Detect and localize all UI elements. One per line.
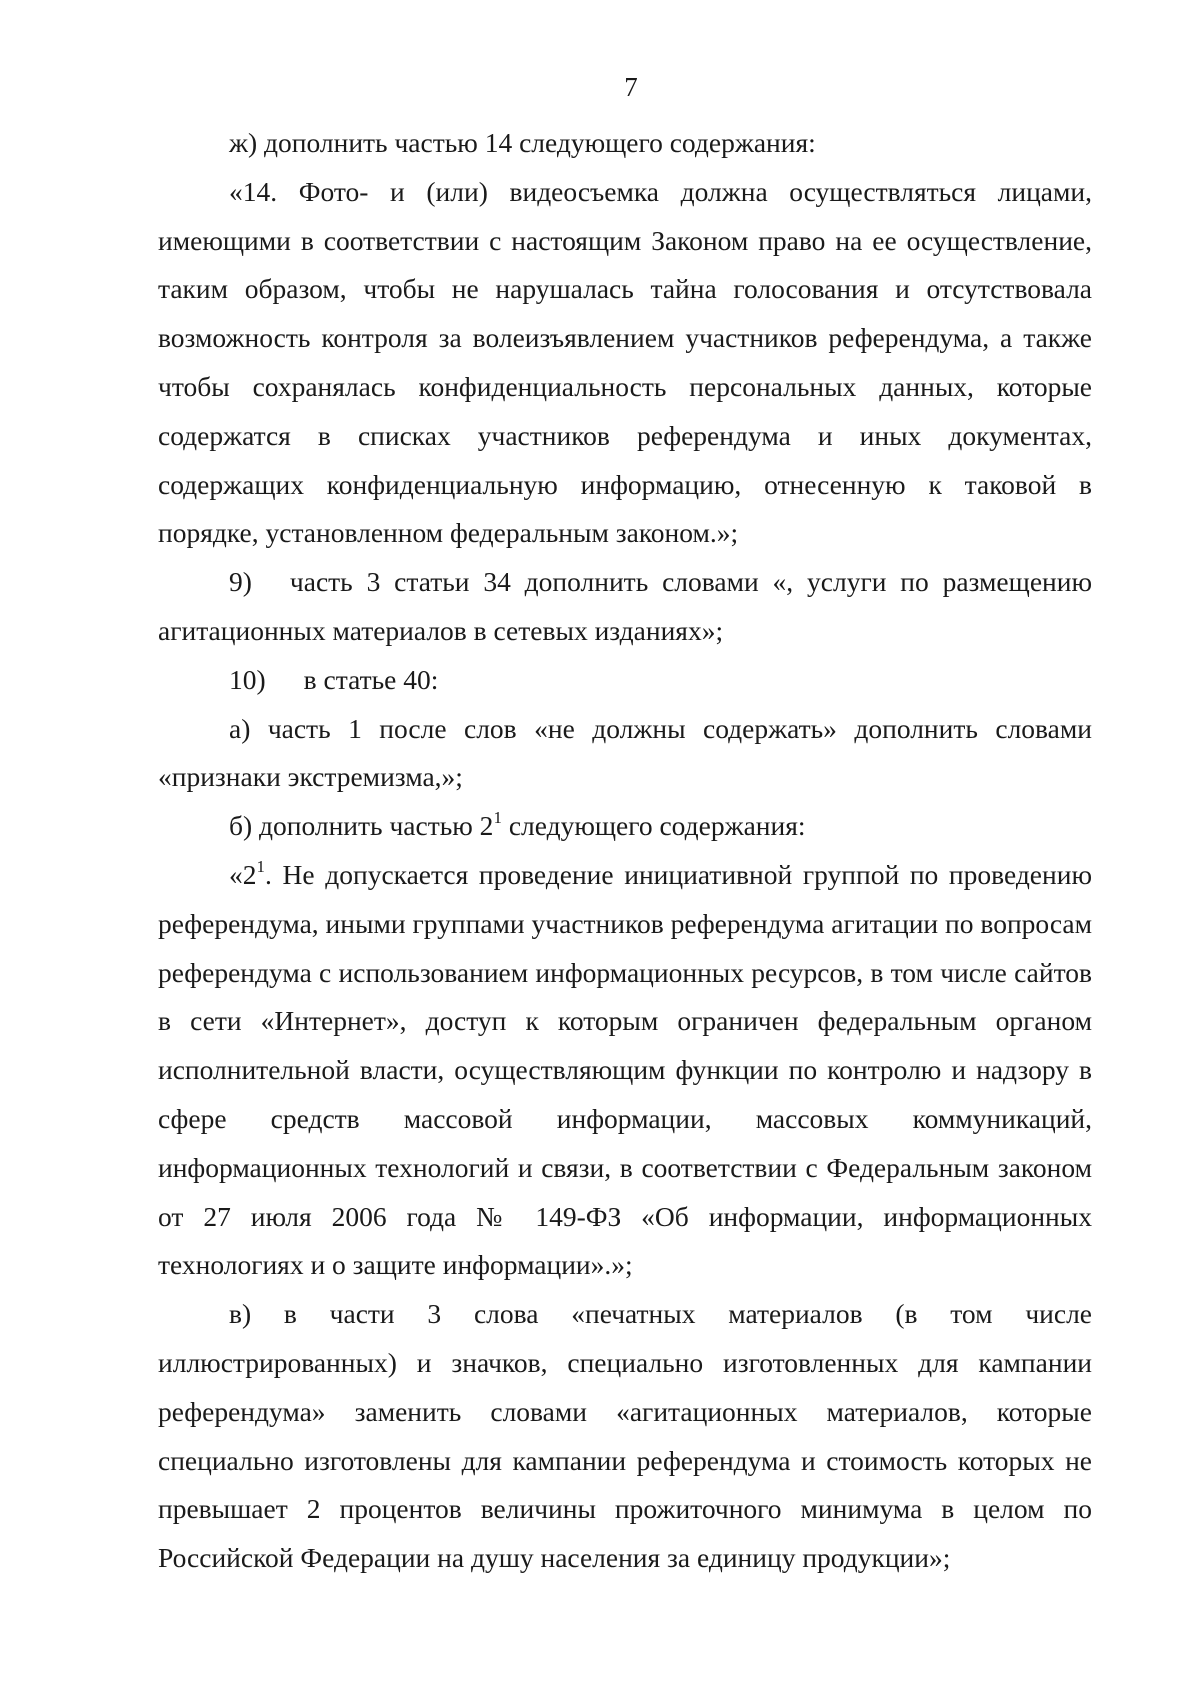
superscript: 1: [493, 808, 502, 828]
text-fragment: . Не допускается проведение инициативной группой по проведению референдума, иными группами участников референдума агитации по вопросам референдума с использованием информационных ресурсов, в том числе сайтов в сети «Интернет», доступ к которым ограничен федеральным органом исполнительной власти, осуществляющим функции по контролю и надзору в сфере средств массовой информации, массовых коммуникаций, информационных технологий и связи, в соответствии с Федеральным законом от 27 июля 2006 года № 149-ФЗ «Об информации, информационных технологиях и о защите информации».»;: [158, 858, 1092, 1281]
paragraph-part-14-text: «14. Фото- и (или) видеосъемка должна осуществляться лицами, имеющими в соответствии с настоящим Законом право на ее осуществление, таким образом, чтобы не нарушалась тайна голосования и отсутствовала возможность контроля за волеизъявлением участников референдума, а также чтобы сохранялась конфиденциальность персональных данных, которые содержатся в списках участников референдума и иных документах, содержащих конфиденциальную информацию, отнесенную к таковой в порядке, установленном федеральным законом.»;: [158, 175, 1092, 549]
page-number: 7: [624, 72, 638, 102]
superscript: 1: [256, 856, 265, 876]
paragraph-item-9: [158, 558, 1092, 656]
paragraph-b-subitem: [158, 802, 1092, 851]
text-fragment: б) дополнить частью 2: [229, 810, 494, 842]
text-fragment: «2: [229, 858, 257, 890]
item-number: 9): [229, 566, 252, 598]
item-text: в статье 40:: [303, 663, 439, 695]
paragraph-a-subitem: а) часть 1 после слов «не должны содержать» дополнить словами «признаки экстремизма,»;: [158, 712, 1092, 793]
item-text: часть 3 статьи 34 дополнить словами «, услуги по размещению агитационных материалов в сетевых изданиях»;: [158, 566, 1092, 646]
item-number: 10): [229, 663, 266, 695]
paragraph-v-subitem: в) в части 3 слова «печатных материалов (в том числе иллюстрированных) и значков, специально изготовленных для кампании референдума» заменить словами «агитационных материалов, которые специально изготовлены для кампании референдума и стоимость которых не превышает 2 процентов величины прожиточного минимума в целом по Российской Федерации на душу населения за единицу продукции»;: [158, 1298, 1092, 1574]
paragraph-zh-subitem: ж) дополнить частью 14 следующего содержания:: [229, 127, 816, 158]
text-fragment: следующего содержания:: [501, 810, 806, 842]
paragraph-part-2-1-text: [158, 851, 1092, 1290]
document-body: [158, 119, 1092, 1583]
paragraph-item-10: [158, 656, 1092, 705]
